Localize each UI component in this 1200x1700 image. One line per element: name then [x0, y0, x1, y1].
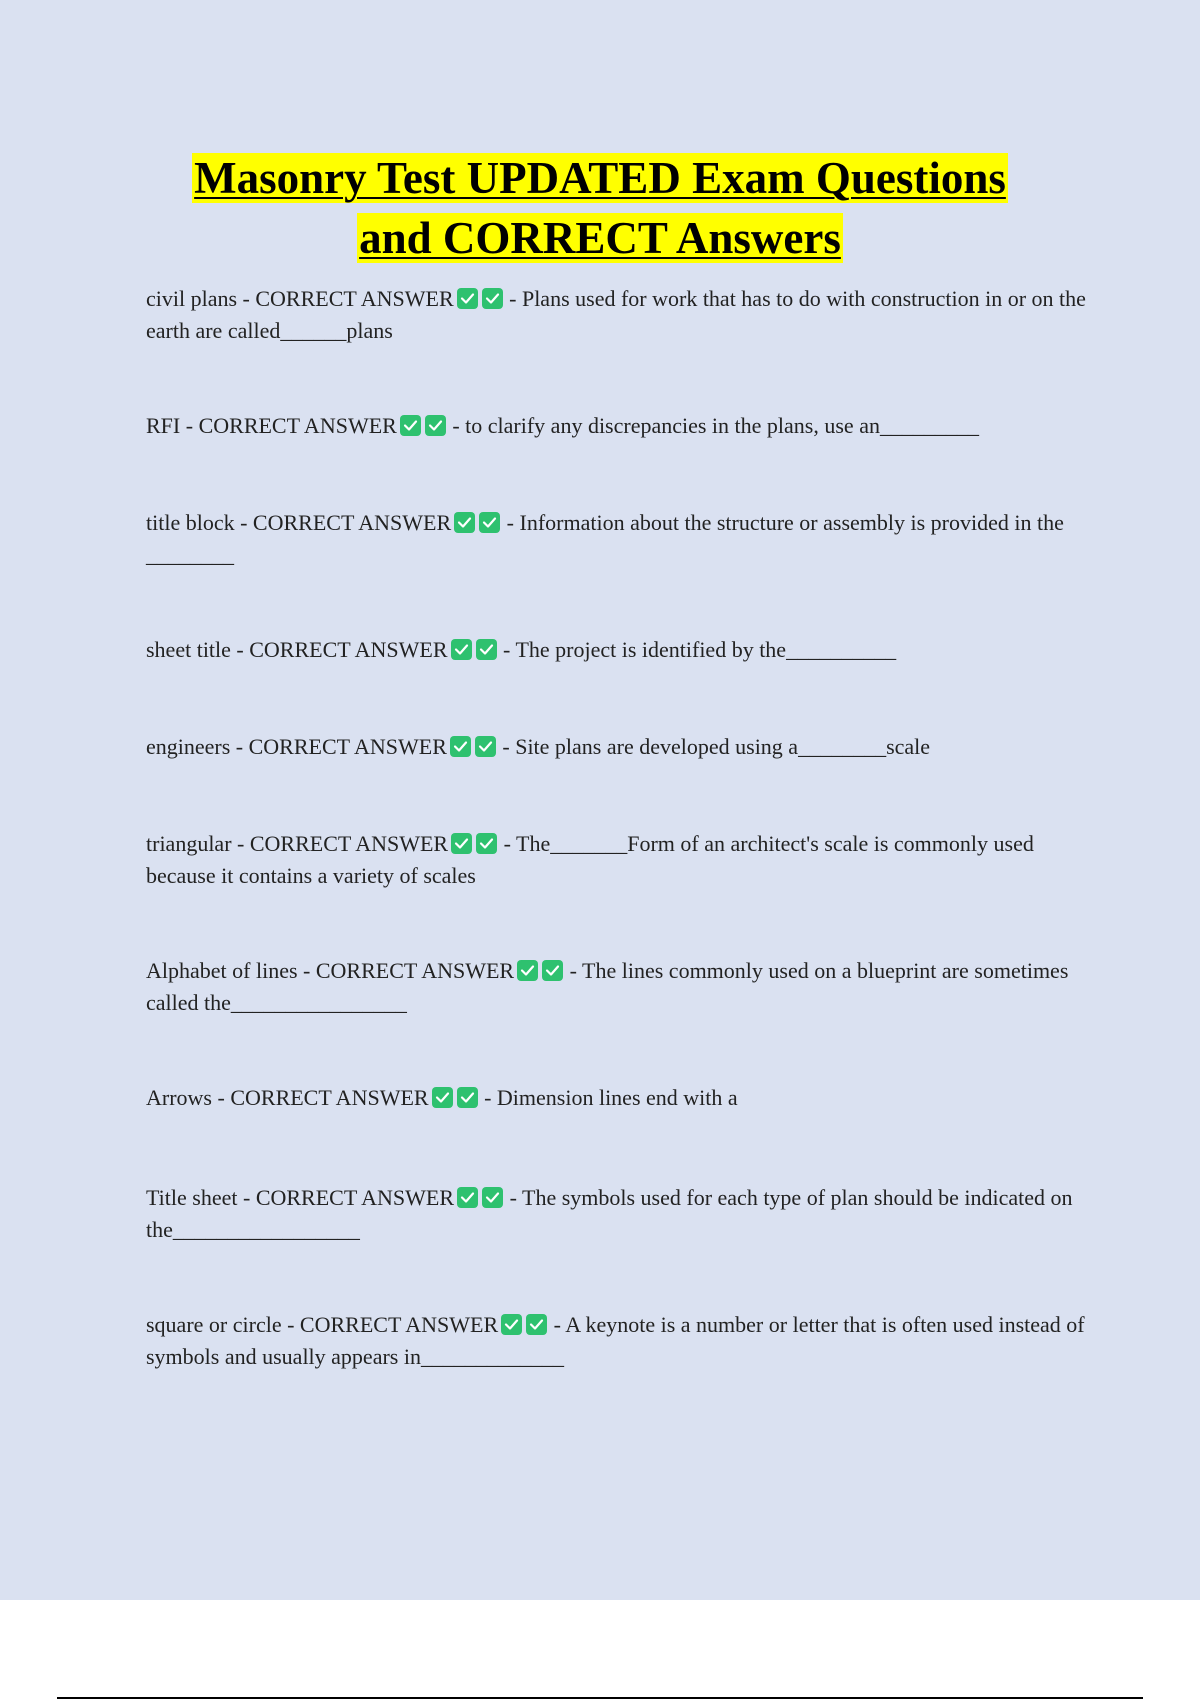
- qa-question: The_______Form of an architect's scale is commonly used because it contains a variety of scales: [146, 831, 1034, 888]
- check-mark-icon: [425, 415, 446, 436]
- qa-term: Arrows: [146, 1085, 212, 1110]
- qa-question: The lines commonly used on a blueprint are sometimes called the________________: [146, 958, 1069, 1015]
- check-mark-icon: [451, 639, 472, 660]
- answer-marker: CORRECT ANSWER: [198, 413, 397, 438]
- qa-question: The project is identified by the__________: [515, 637, 897, 662]
- qa-term: Title sheet: [146, 1185, 238, 1210]
- check-mark-icon: [432, 1087, 453, 1108]
- answer-marker: CORRECT ANSWER: [230, 1085, 429, 1110]
- check-mark-icon: [482, 1187, 503, 1208]
- qa-question: Dimension lines end with a: [496, 1085, 738, 1110]
- answer-marker: CORRECT ANSWER: [249, 831, 449, 856]
- qa-item: Alphabet of lines - CORRECT ANSWER - The lines commonly used on a blueprint are sometimes called the________________: [146, 958, 1069, 1015]
- check-mark-icon: [451, 833, 472, 854]
- check-mark-icon: [479, 512, 500, 533]
- answer-marker: CORRECT ANSWER: [315, 958, 515, 983]
- qa-question: The symbols used for each type of plan should be indicated on the_________________: [146, 1185, 1073, 1242]
- check-mark-icon: [476, 639, 497, 660]
- qa-item: sheet title - CORRECT ANSWER - The project is identified by the__________: [146, 637, 897, 662]
- answer-marker: CORRECT ANSWER: [252, 510, 452, 535]
- check-mark-icon: [475, 736, 496, 757]
- check-mark-icon: [476, 833, 497, 854]
- footer-rule: [57, 1697, 1143, 1699]
- check-mark-icon: [457, 1187, 478, 1208]
- qa-question: Information about the structure or assembly is provided in the ________: [146, 510, 1064, 567]
- check-mark-icon: [501, 1314, 522, 1335]
- check-mark-icon: [454, 512, 475, 533]
- qa-term: title block: [146, 510, 235, 535]
- check-mark-icon: [542, 960, 563, 981]
- qa-item: triangular - CORRECT ANSWER - The_______Form of an architect's scale is commonly used because it contains a variety of scales: [146, 831, 1034, 888]
- qa-term: square or circle: [146, 1312, 282, 1337]
- qa-term: engineers: [146, 734, 231, 759]
- check-mark-icon: [517, 960, 538, 981]
- document-title: [0, 148, 1200, 268]
- qa-question: to clarify any discrepancies in the plans, use an_________: [465, 413, 979, 438]
- answer-marker: CORRECT ANSWER: [299, 1312, 499, 1337]
- answer-marker: CORRECT ANSWER: [249, 637, 448, 662]
- qa-term: triangular: [146, 831, 232, 856]
- answer-marker: CORRECT ANSWER: [255, 1185, 455, 1210]
- check-mark-icon: [457, 288, 478, 309]
- qa-term: civil plans: [146, 286, 238, 311]
- qa-item: civil plans - CORRECT ANSWER - Plans used for work that has to do with construction in or on the earth are called______plans: [146, 286, 1086, 343]
- qa-question: A keynote is a number or letter that is often used instead of symbols and usually appears in_____________: [146, 1312, 1085, 1369]
- qa-item: Arrows - CORRECT ANSWER - Dimension lines end with a: [146, 1085, 738, 1110]
- answer-marker: CORRECT ANSWER: [248, 734, 447, 759]
- qa-item: Title sheet - CORRECT ANSWER - The symbols used for each type of plan should be indicated on the_________________: [146, 1185, 1073, 1242]
- qa-item: square or circle - CORRECT ANSWER - A keynote is a number or letter that is often used instead of symbols and usually appears in_____________: [146, 1312, 1085, 1369]
- answer-marker: CORRECT ANSWER: [255, 286, 454, 311]
- qa-term: sheet title: [146, 637, 231, 662]
- check-mark-icon: [450, 736, 471, 757]
- qa-term: RFI: [146, 413, 181, 438]
- check-mark-icon: [526, 1314, 547, 1335]
- qa-term: Alphabet of lines: [146, 958, 298, 983]
- qa-question: Plans used for work that has to do with construction in or on the earth are called______plans: [146, 286, 1086, 343]
- check-mark-icon: [457, 1087, 478, 1108]
- qa-question: Site plans are developed using a________scale: [515, 734, 931, 759]
- title-line-2: and CORRECT Answers: [359, 213, 841, 263]
- check-mark-icon: [400, 415, 421, 436]
- check-mark-icon: [482, 288, 503, 309]
- title-line-1: Masonry Test UPDATED Exam Questions: [194, 153, 1006, 203]
- qa-item: engineers - CORRECT ANSWER - Site plans are developed using a________scale: [146, 734, 931, 759]
- qa-item: title block - CORRECT ANSWER - Information about the structure or assembly is provided in the ________: [146, 510, 1064, 567]
- qa-item: RFI - CORRECT ANSWER - to clarify any discrepancies in the plans, use an_________: [146, 413, 979, 438]
